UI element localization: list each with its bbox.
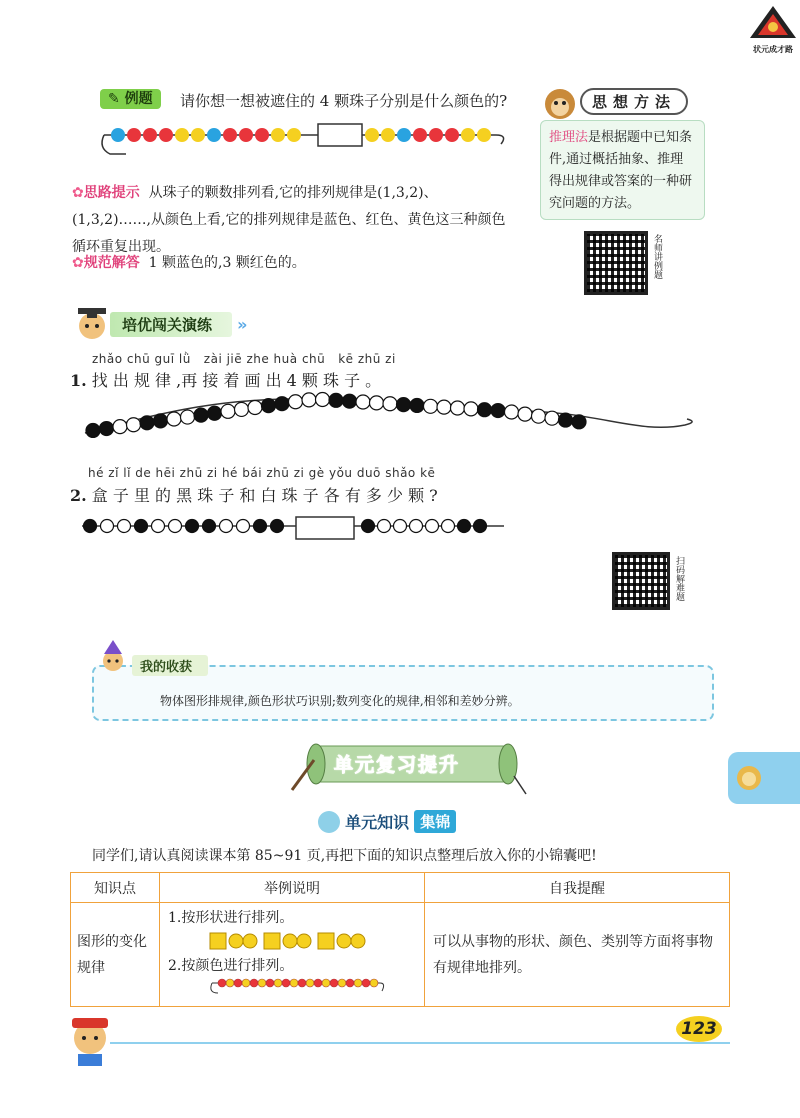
corner-logo <box>748 4 798 54</box>
bead <box>378 520 391 533</box>
bead <box>394 520 407 533</box>
table-cell-topic: 图形的变化规律 <box>71 903 160 1007</box>
bead <box>383 397 397 411</box>
bead <box>356 395 370 409</box>
side-tab[interactable] <box>728 752 800 804</box>
page-number: 123 <box>676 1016 722 1042</box>
lion-mascot-icon <box>734 763 764 793</box>
bead <box>370 396 384 410</box>
example-bead-string <box>96 114 516 164</box>
bead <box>397 398 411 412</box>
bead <box>559 413 573 427</box>
q2-hidden-box <box>296 517 354 539</box>
bead <box>113 420 127 434</box>
flower-icon: ✿ <box>72 255 84 271</box>
pencil-icon: ✎ <box>108 91 120 107</box>
color-bead <box>362 979 370 987</box>
table-cell-example <box>160 903 425 1007</box>
color-bead <box>234 979 242 987</box>
monkey-mascot-icon <box>540 84 580 124</box>
method-mascot <box>540 84 580 124</box>
bead <box>362 520 375 533</box>
graduate-mascot-icon <box>70 300 114 344</box>
wizard-mascot-icon <box>96 640 130 674</box>
example-question: 请你想一想被遮住的 4 颗珠子分别是什么颜色的? <box>180 92 508 110</box>
practice-qr-label: 扫码解难题 <box>674 556 684 601</box>
example-hint: ✿思路提示 从珠子的颗数排列看,它的排列规律是(1,3,2)、(1,3,2)……,从颜色上看,它的排列规律是蓝色、红色、黄色这三种颜色循环重复出现。 <box>72 185 506 255</box>
bead <box>86 423 100 437</box>
table-header: 知识点 <box>71 873 160 903</box>
example-line-2: 2.按颜色进行排列。 <box>168 958 294 974</box>
logo-triangle-icon <box>748 4 798 40</box>
bead <box>262 399 276 413</box>
bead <box>424 399 438 413</box>
bead <box>152 520 165 533</box>
hidden-beads-box <box>318 124 362 146</box>
bead <box>118 520 131 533</box>
bead <box>100 422 114 436</box>
bead <box>518 407 532 421</box>
bead <box>426 520 439 533</box>
bead <box>84 520 97 533</box>
bead <box>451 401 465 415</box>
method-qr-code[interactable] <box>584 231 648 295</box>
color-bead <box>338 979 346 987</box>
bead <box>135 520 148 533</box>
practice-qr-code[interactable] <box>612 552 670 610</box>
bead <box>289 395 303 409</box>
knowledge-intro: 同学们,请认真阅读课本第 85~91 页,再把下面的知识点整理后放入你的小锦囊吧! <box>92 848 597 864</box>
bead <box>545 411 559 425</box>
practice-title: 培优闯关演练 » <box>110 312 247 337</box>
color-bead <box>322 979 330 987</box>
method-box: 推理法是根据题中已知条件,通过概括抽象、推理得出规律或答案的一种研究问题的方法。 <box>540 120 705 220</box>
bead <box>478 403 492 417</box>
footer-mascot <box>62 1008 118 1072</box>
q2-pinyin: hé zǐ lǐ de hēi zhū zi hé bái zhū zi gè yǒu duō shǎo kē <box>88 466 436 480</box>
flower-icon: ✿ <box>72 185 84 201</box>
color-bead <box>354 979 362 987</box>
table-header: 自我提醒 <box>425 873 730 903</box>
bead <box>154 414 168 428</box>
color-bead <box>226 979 234 987</box>
color-bead <box>258 979 266 987</box>
q1-pinyin: zhǎo chū guī lǜ zài jiē zhe huà chū kē zhū zi <box>92 352 396 366</box>
bead <box>458 520 471 533</box>
color-bead <box>370 979 378 987</box>
color-bead <box>314 979 322 987</box>
bead <box>316 392 330 406</box>
bead <box>271 520 284 533</box>
bead <box>437 400 451 414</box>
bead <box>410 520 423 533</box>
harvest-mascot <box>96 640 130 678</box>
method-title: 思想方法 <box>580 88 688 115</box>
method-qr-label: 名师讲例题 <box>652 234 662 279</box>
q1-beads <box>86 392 586 437</box>
double-chevron-icon: » <box>237 315 248 334</box>
color-bead <box>242 979 250 987</box>
q1-text: 1. 找 出 规 律 ,再 接 着 画 出 4 颗 珠 子 。 <box>70 371 382 390</box>
q2-text: 2. 盒 子 里 的 黑 珠 子 和 白 珠 子 各 有 多 少 颗 ? <box>70 486 438 505</box>
bead <box>101 520 114 533</box>
color-bead <box>298 979 306 987</box>
color-bead <box>290 979 298 987</box>
knowledge-table <box>70 872 730 1007</box>
harvest-text: 物体图形排规律,颜色形状巧识别;数列变化的规律,相邻和差妙分辨。 <box>160 694 520 708</box>
bead <box>329 393 343 407</box>
color-bead <box>266 979 274 987</box>
bead <box>248 401 262 415</box>
table-cell-reminder: 可以从事物的形状、颜色、类别等方面将事物有规律地排列。 <box>425 903 730 1007</box>
bead <box>410 398 424 412</box>
banner-title: 单元复习提升 <box>334 754 461 776</box>
logo-text: 状元成才路 <box>753 45 793 54</box>
mouse-mascot-icon <box>318 811 340 833</box>
table-header: 举例说明 <box>160 873 425 903</box>
harvest-title: 我的收获 <box>132 655 208 676</box>
bead <box>127 418 141 432</box>
bead <box>254 520 267 533</box>
bead <box>532 409 546 423</box>
shape-pattern <box>208 931 378 951</box>
example-answer: ✿规范解答 1 颗蓝色的,3 颗红色的。 <box>72 255 306 271</box>
color-bead <box>282 979 290 987</box>
bead <box>343 394 357 408</box>
bead <box>186 520 199 533</box>
bead <box>491 404 505 418</box>
color-bead <box>250 979 258 987</box>
bead <box>474 520 487 533</box>
scholar-mascot-icon <box>62 1008 118 1068</box>
bead <box>208 406 222 420</box>
bead <box>237 520 250 533</box>
bead <box>167 412 181 426</box>
bead <box>169 520 182 533</box>
bead <box>275 397 289 411</box>
q2-bead-string <box>78 506 508 546</box>
bead <box>194 408 208 422</box>
example-line-1: 1.按形状进行排列。 <box>168 910 294 926</box>
bead <box>442 520 455 533</box>
color-bead <box>306 979 314 987</box>
bead <box>505 405 519 419</box>
bead <box>203 520 216 533</box>
q1-bead-string <box>75 385 695 445</box>
example-tag: ✎ 例题 <box>100 88 161 108</box>
bead <box>464 402 478 416</box>
footer-line <box>110 1042 730 1044</box>
color-bead-pattern <box>208 975 388 997</box>
bead <box>221 404 235 418</box>
bead <box>235 402 249 416</box>
bead <box>220 520 233 533</box>
knowledge-section-title: 单元知识 集锦 <box>318 810 456 833</box>
practice-mascot <box>70 300 114 348</box>
bead <box>140 416 154 430</box>
color-bead <box>346 979 354 987</box>
bead <box>181 410 195 424</box>
color-bead <box>218 979 226 987</box>
bead <box>302 393 316 407</box>
color-bead <box>330 979 338 987</box>
color-bead <box>274 979 282 987</box>
bead <box>572 415 586 429</box>
